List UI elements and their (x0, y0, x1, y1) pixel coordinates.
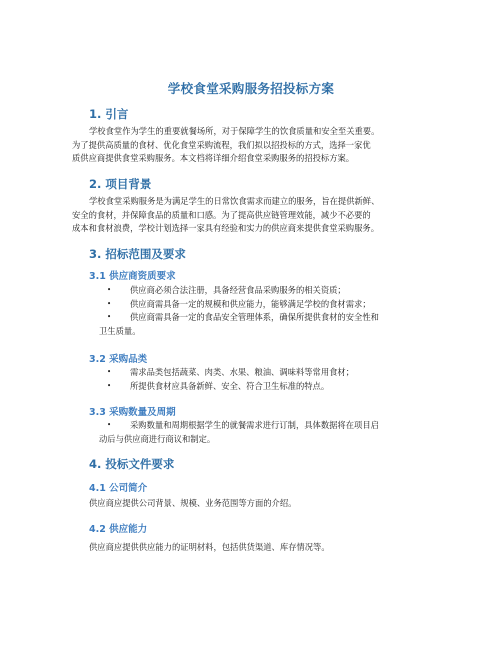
qualification-list (89, 284, 449, 338)
paragraph-line: 供应商应提供公司背景、规模、业务范围等方面的介绍。 (89, 498, 297, 508)
list-item: • 需求品类包括蔬菜、肉类、水果、粮油、调味料等常用食材； (89, 366, 449, 380)
list-item: • 供应商需具备一定的规模和供应能力，能够满足学校的食材需求； (89, 298, 449, 312)
quantity-list (89, 419, 449, 446)
bullet-icon: • (107, 313, 112, 322)
paragraph-line: 安全的食材，并保障食品的质量和口感。为了提高供应链管理效能，减少不必要的 (72, 209, 371, 220)
paragraph-line: 质供应商提供食堂采购服务。本文档将详细介绍食堂采购服务的招投标方案。 (72, 153, 355, 164)
section-heading-intro: 1. 引言 (89, 107, 129, 121)
section-heading-bid-documents: 4. 投标文件要求 (89, 457, 175, 471)
bullet-icon: • (107, 368, 112, 376)
list-item: • 供应商必须合法注册，具备经营食品采购服务的相关资质； (89, 284, 449, 298)
list-item: • 所提供食材应具备新鲜、安全、符合卫生标准的特点。 (89, 380, 449, 394)
paragraph-line: 成本和食材浪费，学校计划选择一家具有经验和实力的供应商来提供食堂采购服务。 (72, 223, 379, 234)
bullet-icon: • (107, 381, 112, 390)
subsection-heading-qualification: 3.1 供应商资质要求 (89, 271, 176, 282)
paragraph-line: 学校食堂采购服务是为满足学生的日常饮食需求而建立的服务，旨在提供新鲜、 (89, 196, 380, 206)
intro-paragraph (72, 125, 429, 166)
company-profile-paragraph (89, 497, 469, 511)
bullet-icon: • (107, 299, 112, 308)
subsection-heading-supply-capability: 4.2 供应能力 (89, 524, 148, 535)
list-item: • 供应商需具备一定的食品安全管理体系，确保所提供食材的安全性和 卫生质量。 (99, 312, 379, 336)
bullet-icon: • (107, 286, 112, 294)
document-title: 学校食堂采购服务招投标方案 (167, 81, 335, 96)
section-heading-background: 2. 项目背景 (89, 177, 152, 191)
list-item: • 采购数量和周期根据学生的就餐需求进行订制，具体数据将在项目启 动后与供应商进行商议和制定。 (99, 420, 379, 444)
section-heading-scope: 3. 招标范围及要求 (89, 247, 186, 261)
paragraph-line: 供应商应提供供应能力的证明材料，包括供货渠道、库存情况等。 (89, 542, 330, 552)
background-paragraph (72, 195, 429, 236)
categories-list (89, 366, 449, 393)
subsection-heading-quantity: 3.3 采购数量及周期 (89, 407, 176, 418)
paragraph-line: 学校食堂作为学生的重要就餐场所，对于保障学生的饮食质量和安全至关重要。 (89, 126, 380, 136)
supply-capability-paragraph (89, 541, 469, 555)
bullet-icon: • (107, 421, 112, 429)
subsection-heading-categories: 3.2 采购品类 (89, 354, 148, 365)
paragraph-line: 为了提供高质量的食材、优化食堂采购流程，我们拟以招投标的方式，选择一家优 (72, 139, 371, 150)
subsection-heading-company-profile: 4.1 公司简介 (89, 483, 148, 494)
